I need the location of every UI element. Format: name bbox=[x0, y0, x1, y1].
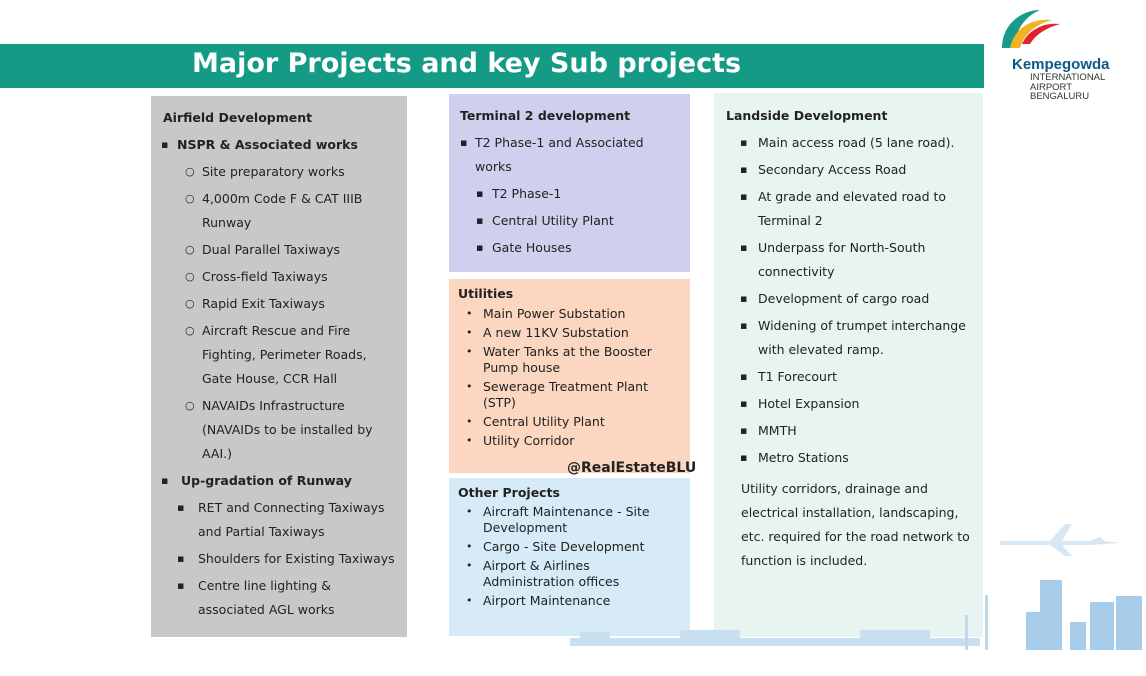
square-bullet-icon: ▪ bbox=[460, 136, 468, 149]
utilities-title: Utilities bbox=[458, 286, 514, 301]
list-item: • Central Utility Plant bbox=[466, 414, 605, 429]
list-item: ▪ At grade and elevated road to Terminal 2 bbox=[726, 185, 975, 233]
list-item: ▪ Underpass for North-South connectivity bbox=[726, 236, 975, 284]
list-item: ▪ Gate Houses bbox=[460, 236, 682, 260]
list-item: ▪ Centre line lighting & associated AGL works bbox=[163, 574, 399, 622]
square-bullet-icon: ▪ bbox=[476, 214, 484, 227]
dot-bullet-icon: • bbox=[466, 559, 473, 572]
circle-bullet-icon: ○ bbox=[185, 192, 195, 205]
skyline-illustration bbox=[560, 520, 1146, 660]
circle-bullet-icon: ○ bbox=[185, 399, 195, 412]
list-item: • Airport & Airlines Administration offices bbox=[466, 558, 620, 589]
list-item: ▪ Development of cargo road bbox=[726, 287, 975, 311]
list-item: ▪ Central Utility Plant bbox=[460, 209, 682, 233]
square-bullet-icon: ▪ bbox=[740, 319, 748, 332]
logo-swoosh-icon bbox=[992, 4, 1146, 64]
list-item: ▪ Shoulders for Existing Taxiways bbox=[163, 547, 399, 571]
list-item: • Airport Maintenance bbox=[466, 593, 611, 608]
list-item: • A new 11KV Substation bbox=[466, 325, 629, 340]
circle-bullet-icon: ○ bbox=[185, 297, 195, 310]
square-bullet-icon: ▪ bbox=[740, 370, 748, 383]
list-item: ○ Cross-field Taxiways bbox=[163, 265, 399, 289]
circle-bullet-icon: ○ bbox=[185, 243, 195, 256]
square-bullet-icon: ▪ bbox=[740, 163, 748, 176]
square-bullet-icon: ▪ bbox=[740, 241, 748, 254]
circle-bullet-icon: ○ bbox=[185, 270, 195, 283]
logo-subtitle: INTERNATIONAL AIRPORT BENGALURU bbox=[1030, 72, 1106, 102]
square-bullet-icon: ▪ bbox=[740, 292, 748, 305]
square-bullet-icon: ▪ bbox=[740, 136, 748, 149]
list-item: • Main Power Substation bbox=[466, 306, 626, 321]
list-item: • Sewerage Treatment Plant (STP) bbox=[466, 379, 649, 410]
dot-bullet-icon: • bbox=[466, 505, 473, 518]
dot-bullet-icon: • bbox=[466, 326, 473, 339]
square-bullet-icon: ▪ bbox=[740, 424, 748, 437]
list-item: • Water Tanks at the Booster Pump house bbox=[466, 344, 652, 375]
square-bullet-icon: ▪ bbox=[476, 241, 484, 254]
list-item: ▪ T2 Phase-1 bbox=[460, 182, 682, 206]
list-item: ▪ Hotel Expansion bbox=[726, 392, 975, 416]
dot-bullet-icon: • bbox=[466, 307, 473, 320]
other-title: Other Projects bbox=[458, 485, 560, 500]
list-item: ▪ RET and Connecting Taxiways and Partial Taxiways bbox=[163, 496, 399, 544]
square-bullet-icon: ▪ bbox=[476, 187, 484, 200]
list-item: ○ NAVAIDs Infrastructure (NAVAIDs to be installed by AAI.) bbox=[163, 394, 399, 466]
square-bullet-icon: ▪ bbox=[740, 397, 748, 410]
terminal-title: Terminal 2 development bbox=[460, 108, 631, 123]
list-item: ▪ NSPR & Associated works bbox=[163, 133, 399, 157]
dot-bullet-icon: • bbox=[466, 345, 473, 358]
square-bullet-icon: ▪ bbox=[177, 501, 185, 514]
circle-bullet-icon: ○ bbox=[185, 324, 195, 337]
list-item: • Aircraft Maintenance - Site Development bbox=[466, 504, 650, 535]
list-item: ○ 4,000m Code F & CAT IIIB Runway bbox=[163, 187, 399, 235]
square-bullet-icon: ▪ bbox=[740, 451, 748, 464]
page-title: Major Projects and key Sub projects bbox=[192, 48, 742, 79]
dot-bullet-icon: • bbox=[466, 540, 473, 553]
square-bullet-icon: ▪ bbox=[177, 579, 185, 592]
square-bullet-icon: ▪ bbox=[161, 138, 169, 151]
square-bullet-icon: ▪ bbox=[177, 552, 185, 565]
list-item: ▪ Widening of trumpet interchange with elevated ramp. bbox=[726, 314, 975, 362]
square-bullet-icon: ▪ bbox=[740, 190, 748, 203]
dot-bullet-icon: • bbox=[466, 434, 473, 447]
list-item: ○ Aircraft Rescue and Fire Fighting, Perimeter Roads, Gate House, CCR Hall bbox=[163, 319, 399, 391]
list-item: ▪ Main access road (5 lane road). bbox=[726, 131, 975, 155]
watermark-handle: @RealEstateBLU bbox=[567, 460, 697, 476]
list-item: ○ Rapid Exit Taxiways bbox=[163, 292, 399, 316]
list-item: • Cargo - Site Development bbox=[466, 539, 645, 554]
circle-bullet-icon: ○ bbox=[185, 165, 195, 178]
list-item: ▪ MMTH bbox=[726, 419, 975, 443]
dot-bullet-icon: • bbox=[466, 380, 473, 393]
dot-bullet-icon: • bbox=[466, 594, 473, 607]
list-item: ▪ Secondary Access Road bbox=[726, 158, 975, 182]
landside-note: Utility corridors, drainage and electrical installation, landscaping, etc. required for the road network to function is included. bbox=[741, 481, 970, 568]
terminal-2-panel bbox=[449, 94, 690, 272]
list-item: • Utility Corridor bbox=[466, 433, 575, 448]
list-item: ▪ Metro Stations bbox=[726, 446, 975, 470]
airplane-icon bbox=[1000, 524, 1120, 556]
list-item: ▪ Up-gradation of Runway bbox=[163, 469, 399, 493]
airfield-development-panel bbox=[151, 96, 407, 637]
list-item: ○ Dual Parallel Taxiways bbox=[163, 238, 399, 262]
square-bullet-icon: ▪ bbox=[161, 474, 169, 487]
logo-name: Kempegowda bbox=[1012, 56, 1110, 73]
landside-title: Landside Development bbox=[726, 108, 888, 123]
utilities-panel bbox=[449, 279, 690, 473]
title-banner bbox=[0, 44, 984, 88]
list-item: ▪ T1 Forecourt bbox=[726, 365, 975, 389]
dot-bullet-icon: • bbox=[466, 415, 473, 428]
list-item: ▪ T2 Phase-1 and Associated works bbox=[460, 131, 682, 179]
airfield-title: Airfield Development bbox=[163, 110, 313, 125]
city-buildings-icon bbox=[1026, 580, 1142, 650]
list-item: ○ Site preparatory works bbox=[163, 160, 399, 184]
kempegowda-logo bbox=[992, 4, 1146, 104]
